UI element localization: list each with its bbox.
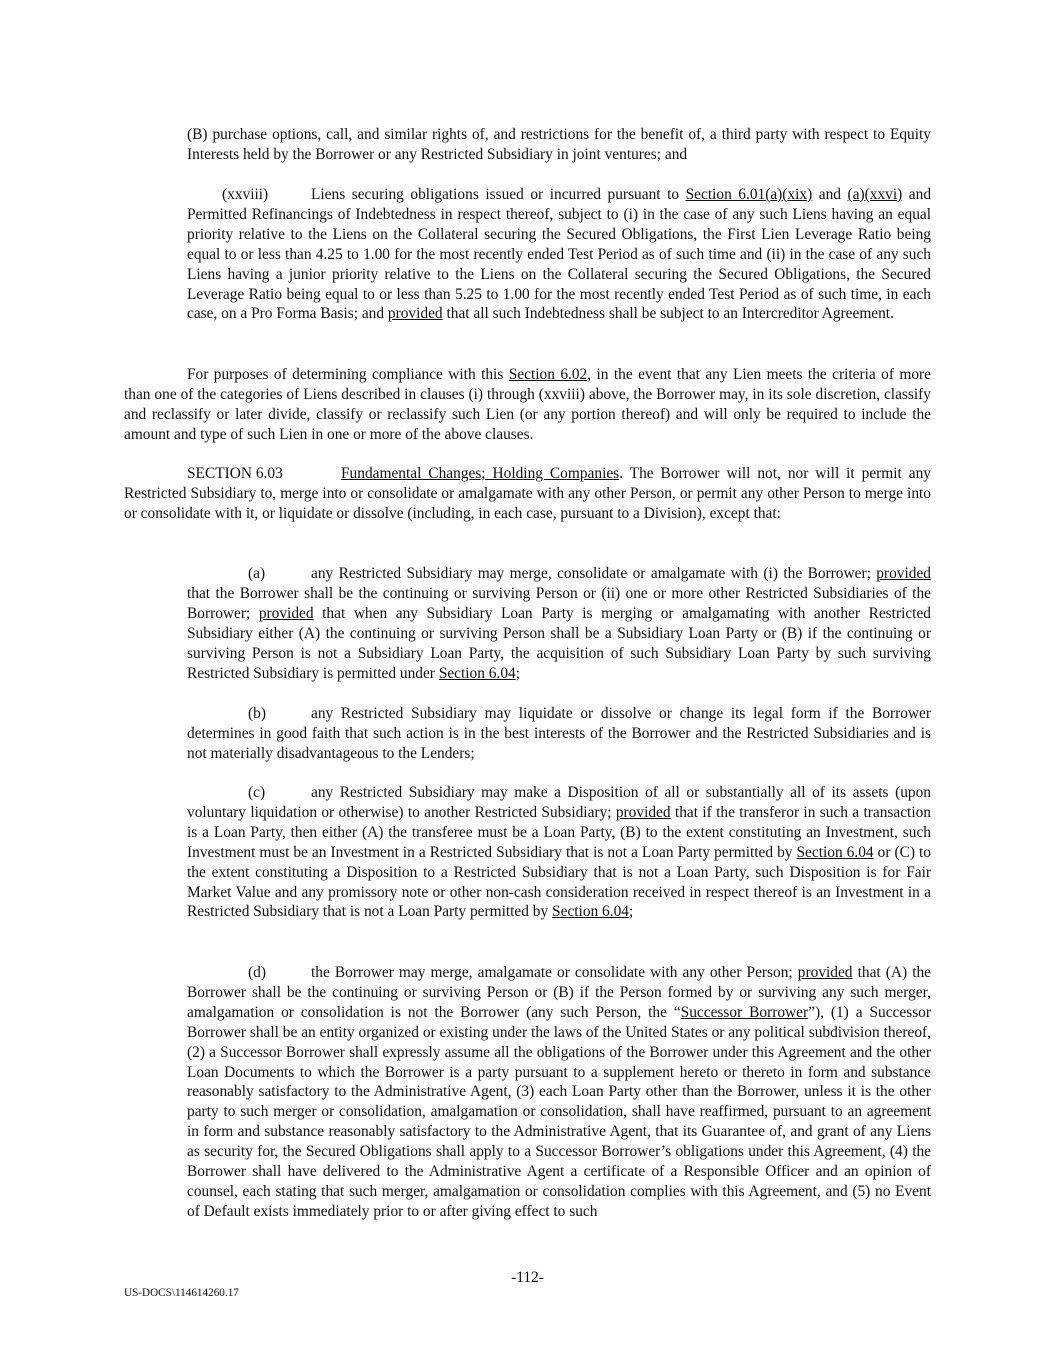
clause-text: that all such Indebtedness shall be subject to an Intercreditor Agreement. [442,305,894,323]
clause-label: (xxviii) [222,186,269,203]
clause-text: the Borrower may merge, amalgamate or consolidate with any other Person; [311,964,798,981]
section-reference: Section 6.01(a)(xix) [685,186,813,203]
clause-text: and Permitted Refinancings of Indebtedness in respect thereof, subject to (i) in the case of any such Liens having an equal priority relative to the Liens on the Collateral securing the Secured Obligations, the First Lien Leverage Ratio being equal to or less than 4.25 to 1.00 for the most recently ended Test Period as of such time and (ii) in the case of any such Liens having a junior priority relative to the Liens on the Collateral securing the Secured Obligations, the Secured Leverage Ratio being equal to or less than 5.25 to 1.00 for the most recently ended Test Period as of such time, in each case, on a Pro Forma Basis; and [187,186,932,323]
clause-text: any Restricted Subsidiary may make a Disposition of all or substantially all of its assets (upon voluntary liquidation or otherwise) to another Restricted Subsidiary; [187,784,931,821]
clause-text: ; [629,903,634,921]
clause-c [187,783,931,922]
provided-term: provided [387,305,443,323]
clause-text: Liens securing obligations issued or incurred pursuant to [311,186,686,203]
clause-text: that the Borrower shall be the continuing or surviving Person or (ii) one or more other Restricted Subsidiaries of the Borrower; [187,584,931,622]
clause-xxviii [187,185,931,324]
clause-text: any Restricted Subsidiary may liquidate or dissolve or change its legal form if the Borrower determines in good faith that such action is in the best interests of the Borrower and the Restricted Subsidiaries and is not materially disadvantageous to the Lenders; [187,705,931,762]
section-reference: Section 6.02 [508,366,588,383]
clause-a [187,564,931,683]
clause-d [187,963,931,1222]
provided-term: provided [258,604,314,622]
clause-text: any Restricted Subsidiary may merge, consolidate or amalgamate with (i) the Borrower; [311,565,877,582]
page-number: -112- [511,1269,544,1286]
clause-label: (a) [248,565,266,582]
section-reference: Section 6.04 [552,903,629,921]
section-6-03 [124,464,931,524]
section-heading: Fundamental Changes; Holding Companies [341,465,620,482]
section-text: . The Borrower will not, nor will it permit any Restricted Subsidiary to, merge into or consolidate or amalgamate with any other Person, or permit any other Person to merge into or consolidate with it, or liquidate or dissolve (including, in each case, pursuant to a Division), except that: [124,465,931,522]
clause-text: that when any Subsidiary Loan Party is merging or amalgamating with another Restricted Subsidiary either (A) the continuing or surviving Person shall be a Subsidiary Loan Party or (B) if the continuing or surviving Person is not a Subsidiary Loan Party, the acquisition of such Subsidiary Loan Party by such surviving Restricted Subsidiary is permitted under [187,604,931,682]
provided-term: provided [797,964,853,981]
clause-label: (c) [248,784,266,801]
paragraph-purchase-options [187,125,931,165]
clause-text: that (A) the Borrower shall be the continuing or surviving Person or (B) if the Person formed by or surviving any such merger, amalgamation or consolidation is not the Borrower (any such Person, the “ [187,964,931,1021]
section-reference: Section 6.04 [438,664,516,682]
section-number: SECTION 6.03 [187,465,283,482]
clause-b [187,704,931,764]
clause-text: that if the transferor in such a transaction is a Loan Party, then either (A) the transferee must be a Loan Party, (B) to the extent constituting an Investment, such Investment must be an Investment in a Restricted Subsidiary that is not a Loan Party permitted by [187,803,931,861]
clause-label: (d) [248,964,266,981]
provided-term: provided [615,803,671,821]
section-reference: Section 6.04 [796,843,874,861]
clause-text: ”), (1) a Successor Borrower shall be an entity organized or existing under the laws of the United States or any political subdivision thereof, (2) a Successor Borrower shall expressly assume all the obligations of the Borrower under this Agreement and the other Loan Documents to which the Borrower is a party pursuant to a supplement hereto or thereto in form and substance reasonably satisfactory to the Administrative Agent, (3) each Loan Party other than the Borrower, unless it is the other party to such merger or consolidation, amalgamation or consolidation, shall have reaffirmed, pursuant to an agreement in form and substance reasonably satisfactory to the Administrative Agent, that its Guarantee of, and grant of any Liens as security for, the Secured Obligations shall apply to a Successor Borrower’s obligations under this Agreement, (4) the Borrower shall have delivered to the Administrative Agent a certificate of a Responsible Officer and an opinion of counsel, each stating that such merger, amalgamation or consolidation complies with this Agreement, and (5) no Event of Default exists immediately prior to or after giving effect to such [187,1003,932,1220]
paragraph-text: , in the event that any Lien meets the criteria of more than one of the categories of Liens described in clauses (i) through (xxviii) above, the Borrower may, in its sole discretion, classify and reclassify or later divide, classify or reclassify such Lien (or any portion thereof) and will only be required to include the amount and type of such Lien in one or more of the above clauses. [124,366,931,443]
section-reference: (a)(xxvi) [847,186,903,203]
clause-label: (b) [248,705,266,722]
paragraph-text: (B) purchase options, call, and similar rights of, and restrictions for the benefit of, a third party with respect to Equity Interests held by the Borrower or any Restricted Subsidiary in joint ventures; and [187,126,931,163]
paragraph-text: For purposes of determining compliance with this [187,366,509,383]
document-id: US-DOCS\114614260.17 [124,1287,239,1299]
clause-text: and [812,186,848,203]
clause-text: or (C) to the extent constituting a Disposition to a Restricted Subsidiary that is not a Loan Party, such Disposition is for Fair Market Value and any promissory note or other non-cash consideration received in respect thereof is an Investment in a Restricted Subsidiary that is not a Loan Party permitted by [187,843,931,921]
provided-term: provided [876,565,931,582]
defined-term: Successor Borrower [680,1003,809,1021]
clause-text: ; [515,664,520,682]
paragraph-compliance [124,365,931,445]
